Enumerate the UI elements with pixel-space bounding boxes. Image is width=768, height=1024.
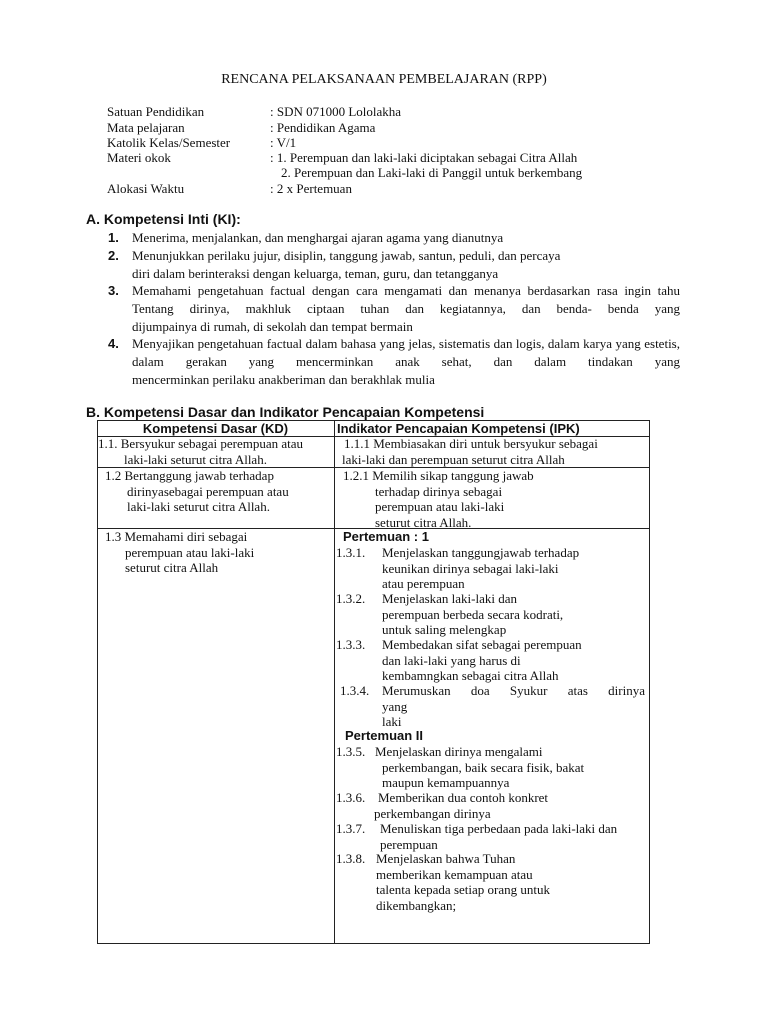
column-header-kd: Kompetensi Dasar (KD) [142,421,289,436]
ipk-item [336,637,582,684]
section-b-heading: B. Kompetensi Dasar dan Indikator Pencapaian Kompetensi [86,404,485,420]
ipk-line: perkembangan, baik secara fisik, bakat [382,759,585,775]
meta-label: Satuan Pendidikan [107,104,205,119]
ipk-item [340,683,645,730]
ki-item [108,229,680,247]
table-divider [334,420,335,944]
ipk-number: 1.3.7. [336,821,366,836]
ki-text-cont: diri dalam berinteraksi dengan keluarga, teman, guru, dan tetangganya [132,266,499,281]
ki-text: Menyajikan pengetahuan factual dalam bahasa yang jelas, sistematis dan logis, dalam karya yang estetis, dalam gerakan yang mencerminkan anak sehat, dan dalam tindakan yang [132,336,680,369]
kd-line: laki-laki seturut citra Allah. [124,451,267,467]
ki-text: Menunjukkan perilaku jujur, disiplin, tanggung jawab, santun, peduli, dan percaya [132,248,561,263]
ipk-number: 1.3.6. [336,790,366,805]
ipk-line: untuk saling melengkap [382,622,507,637]
column-header-ipk: Indikator Pencapaian Kompetensi (IPK) [337,421,580,436]
ipk-number: 1.3.8. [336,851,366,866]
ki-text: Memahami pengetahuan factual dengan cara mengamati dan menanya berdasarkan rasa ingin tahu Tentang dirinya, makhluk ciptaan tuhan dan kegiatannya, dan benda- benda yang [132,283,680,316]
ki-text-cont: dijumpainya di rumah, di sekolah dan tempat bermain [132,319,413,334]
kd-line: laki-laki seturut citra Allah. [127,499,270,514]
ki-number: 4. [108,336,119,351]
kd-line: 1.2 Bertanggung jawab terhadap [105,468,274,483]
ipk-item [336,790,548,821]
kd-line: seturut citra Allah [125,560,219,575]
kd-line: 1.1. Bersyukur sebagai perempuan atau [98,436,304,451]
ipk-line: Menjelaskan tanggungjawab terhadap [382,545,580,560]
ipk-line: perempuan berbeda secara kodrati, [382,606,564,622]
kd-cell [105,529,254,576]
section-a-heading: A. Kompetensi Inti (KI): [86,211,241,227]
meta-value: : 1. Perempuan dan laki-laki diciptakan sebagai Citra Allah [270,150,578,165]
kd-cell [105,468,289,515]
ipk-line: perempuan [380,836,438,852]
ipk-line: atau perempuan [382,576,465,591]
meta-value: : 2 x Pertemuan [270,181,352,196]
ki-number: 2. [108,248,119,263]
ipk-line: seturut citra Allah. [375,514,472,530]
meta-value: : V/1 [270,135,297,150]
ki-item [108,335,680,389]
ipk-number: 1.3.2. [336,591,366,606]
ipk-line: maupun kemampuannya [382,775,510,790]
ipk-number: 1.3.4. [340,683,370,698]
meta-label: Mata pelajaran [107,120,185,135]
ipk-line: kembamngkan sebagai citra Allah [382,668,559,683]
ipk-line: Membedakan sifat sebagai perempuan [382,637,582,652]
ipk-line: 1.2.1 Memilih sikap tanggung jawab [343,468,534,483]
ipk-cell [343,468,534,530]
kd-line: dirinyasebagai perempuan atau [127,483,289,499]
ipk-item [336,545,579,592]
kd-line: perempuan atau laki-laki [125,544,255,560]
ipk-line: Memberikan dua contoh konkret [378,790,549,805]
kd-cell [98,436,303,467]
ki-number: 1. [108,230,119,245]
pertemuan-1-label: Pertemuan : 1 [343,529,429,544]
meta-label: Alokasi Waktu [107,181,185,196]
meta-value: : SDN 071000 Lololakha [270,104,402,119]
meta-label: Katolik Kelas/Semester [107,135,231,150]
ipk-item [336,821,617,852]
ipk-cell [344,436,598,467]
ipk-line: terhadap dirinya sebagai [375,483,503,499]
ipk-item [336,591,563,638]
ipk-line: keunikan dirinya sebagai laki-laki [382,560,559,576]
ki-number: 3. [108,283,119,298]
meta-label: Materi okok [107,150,171,165]
ipk-line: Menuliskan tiga perbedaan pada laki-laki dan [380,821,618,836]
ipk-line: 1.1.1 Membiasakan diri untuk bersyukur sebagai [344,436,598,451]
ipk-number: 1.3.3. [336,637,366,652]
ipk-item [336,851,550,913]
pertemuan-2-label: Pertemuan II [345,728,424,743]
ipk-line: dikembangkan; [376,897,457,913]
ipk-number: 1.3.1. [336,545,366,560]
ipk-line: perempuan atau laki-laki [375,499,505,514]
ipk-line: Menjelaskan dirinya mengalami [375,744,543,759]
ipk-line: Menjelaskan bahwa Tuhan [376,851,516,866]
ipk-line: talenta kepada setiap orang untuk [376,882,550,897]
kd-line: 1.3 Memahami diri sebagai [105,529,248,544]
ipk-line: dan laki-laki yang harus di [382,652,521,668]
ipk-number: 1.3.5. [336,744,366,759]
ipk-line: laki-laki dan perempuan seturut citra Allah [342,451,565,467]
ipk-line: Merumuskan doa Syukur atas dirinya [382,683,645,698]
ipk-line: Menjelaskan laki-laki dan [382,591,518,606]
meta-value: : Pendidikan Agama [270,120,376,135]
ipk-line: laki [382,714,402,729]
ipk-item [336,744,584,791]
ipk-line: yang [382,698,408,714]
meta-value: 2. Perempuan dan Laki-laki di Panggil untuk berkembang [281,165,583,180]
ipk-line: memberikan kemampuan atau [376,866,533,882]
ki-item [108,282,680,336]
ki-text: Menerima, menjalankan, dan menghargai ajaran agama yang dianutnya [132,230,504,245]
ki-item [108,247,680,283]
ipk-line: perkembangan dirinya [374,805,491,821]
page-title: RENCANA PELAKSANAAN PEMBELAJARAN (RPP) [221,72,547,87]
ki-text-cont: mencerminkan perilaku anakberiman dan berakhlak mulia [132,372,435,387]
